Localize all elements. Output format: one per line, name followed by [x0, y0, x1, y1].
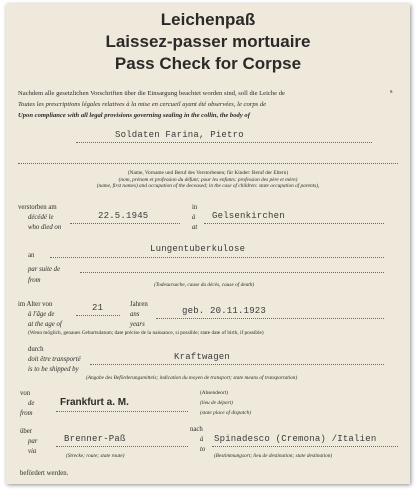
intro-french: Toutes les prescriptions légales relatives à la mise en cercueil ayant été observées, le corps de: [18, 101, 267, 108]
transport-label-french: doit être transporté: [28, 356, 81, 363]
age-unit-english: years: [130, 321, 145, 328]
from-label-french: de: [28, 400, 35, 407]
intro-german: Nachdem alle gesetzlichen Vorschriften über die Einsargung beachtet worden sind, soll die Leiche de: [18, 90, 285, 97]
name-caption-english: (name, first names) and occupation of the deceased; in the case of children: state occupation of parents),: [96, 183, 320, 190]
destination-caption: (Bestimmungsort; lieu de destination; state destination): [214, 453, 333, 459]
cause-label-english: from: [28, 277, 41, 284]
died-label-french: décédé le: [28, 214, 54, 221]
route-label-english: via: [28, 448, 37, 455]
intro-english: Upon compliance with all legal provisions governing sealing in the collin, the body of: [18, 112, 250, 119]
dotted-line: [204, 223, 384, 224]
death-date-value: 22.5.1945: [98, 211, 149, 221]
dotted-line: [80, 272, 384, 273]
deceased-name-value: Soldaten Farina, Pietro: [115, 130, 244, 140]
route-label-german: über: [20, 428, 33, 435]
route-label-french: par: [28, 438, 38, 445]
title-english: Pass Check for Corpse: [114, 54, 302, 73]
destination-label-german: nach: [190, 426, 203, 433]
cause-caption: (Todesursache, cause du décès, cause of death): [154, 282, 255, 288]
age-label-french: à l'âge de: [28, 311, 55, 318]
from-caption-english: (state place of dispatch): [200, 410, 252, 416]
name-caption: [6, 170, 410, 190]
dotted-line: [90, 364, 384, 365]
age-value: 21: [92, 303, 104, 313]
name-caption-german: (Name, Vorname und Beruf des Verstorbenen; für Kinder: Beruf der Eltern): [127, 170, 289, 176]
transport-value: Kraftwagen: [174, 352, 231, 362]
death-place-value: Gelsenkirchen: [212, 211, 285, 221]
cause-of-death-value: Lungentuberkulose: [150, 244, 246, 254]
cause-label-german: an: [28, 252, 35, 259]
dotted-line: [70, 223, 180, 224]
origin-place-value: Frankfurt a. M.: [60, 397, 129, 408]
dotted-line: [50, 257, 384, 258]
document-sheet: [6, 4, 410, 484]
dotted-line: [76, 142, 372, 143]
destination-label-french: à: [200, 436, 204, 443]
died-label-german: verstorben am: [18, 204, 57, 211]
birth-date-value: geb. 20.11.1923: [182, 306, 267, 316]
transport-label-english: is to be shipped by: [28, 366, 79, 373]
title-french: Laissez-passer mortuaire: [105, 32, 311, 51]
from-caption-german: (Absendeort): [200, 390, 228, 396]
dotted-line: [18, 163, 398, 164]
dotted-line: [76, 315, 120, 316]
dotted-line: [212, 446, 398, 447]
from-caption-french: (lieu de départ): [200, 400, 233, 406]
from-label-english: from: [20, 410, 33, 417]
age-caption: (Wenn möglich, genaues Geburtsdatum; date précise de la naissance, si possible; state date of birth, if possible): [28, 330, 264, 336]
closing-text: befördert werden.: [20, 470, 69, 477]
destination-value: Spinadesco (Cremona) /Italien: [214, 434, 377, 444]
dotted-line: [56, 411, 188, 412]
dotted-line: [56, 446, 188, 447]
route-value: Brenner-Paß: [64, 434, 126, 444]
route-caption: (Strecke; route; state route): [66, 453, 125, 459]
cause-label-french: par suite de: [28, 266, 61, 273]
age-unit-german: Jahren: [130, 301, 148, 308]
transport-label-german: durch: [28, 346, 44, 353]
from-label-german: von: [20, 390, 31, 397]
died-in-english: at: [192, 224, 198, 231]
title-german: Leichenpaß: [160, 10, 256, 29]
age-label-english: at the age of: [28, 321, 62, 328]
died-label-english: who died on: [28, 224, 62, 231]
age-label-german: im Alter von: [18, 301, 53, 308]
name-caption-french: (nom, prénom et profession du défunt; pour les enfants: profession des père et mère): [118, 176, 298, 183]
transport-caption: (Angabe des Beförderungsmittels; indication du moyen de transport; state means of transportation): [86, 375, 298, 381]
age-unit-french: ans: [130, 311, 140, 318]
dotted-line: [156, 318, 384, 319]
destination-label-english: to: [200, 446, 206, 453]
died-in-german: in: [192, 204, 198, 211]
died-in-french: à: [192, 214, 196, 221]
intro-page-mark: s: [390, 88, 393, 95]
